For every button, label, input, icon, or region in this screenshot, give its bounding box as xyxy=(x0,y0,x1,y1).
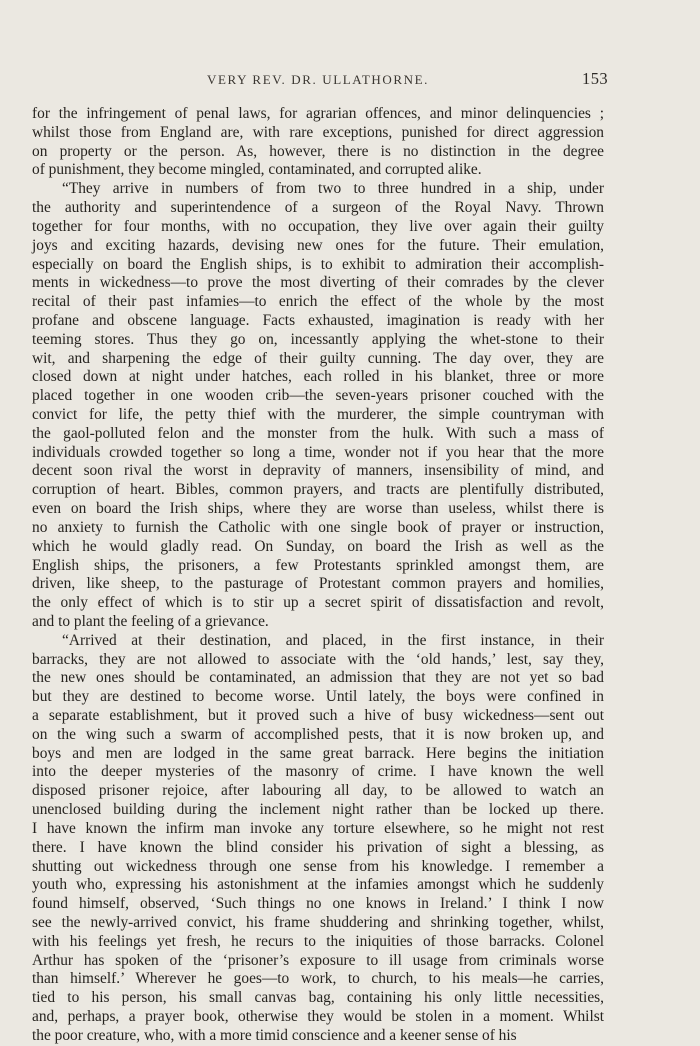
text-line: barracks, they are not allowed to associate with the ‘old hands,’ lest, say they, xyxy=(32,650,604,668)
text-line: English ships, the prisoners, a few Protestants sprinkled amongst them, are xyxy=(32,556,604,574)
text-line: especially on board the English ships, is to exhibit to admiration their accomplish- xyxy=(32,255,604,273)
text-line: whilst those from England are, with rare exceptions, punished for direct aggression xyxy=(32,123,604,141)
text-line: ments in wickedness—to prove the most diverting of their comrades by the clever xyxy=(32,274,604,292)
text-line: and to plant the feeling of a grievance. xyxy=(32,612,269,630)
text-line: together for four months, with no occupation, they live over again their guilty xyxy=(32,217,604,235)
text-line: the new ones should be contaminated, an admission that they are not yet so bad xyxy=(32,669,604,687)
text-line: there. I have known the blind consider his privation of sight a blessing, as xyxy=(32,838,604,856)
text-line: profane and obscene language. Facts exhausted, imagination is ready with her xyxy=(32,311,604,329)
text-line: “Arrived at their destination, and placed, in the first instance, in their xyxy=(62,631,604,649)
text-line: for the infringement of penal laws, for agrarian offences, and minor delinquencies ; xyxy=(32,105,604,122)
text-line: teeming stores. Thus they go on, incessantly applying the whet-stone to their xyxy=(32,330,604,348)
text-line: and, perhaps, a prayer book, otherwise they would be stolen in a moment. Whilst xyxy=(32,1008,604,1025)
text-line: disposed prisoner rejoice, after labouring all day, to be allowed to watch an xyxy=(32,782,604,800)
body-text xyxy=(32,105,604,1046)
text-line: “They arrive in numbers of from two to three hundred in a ship, under xyxy=(62,180,604,198)
text-line: than himself.’ Wherever he goes—to work, to church, to his meals—he carries, xyxy=(32,970,604,988)
text-line: recital of their past infamies—to enrich the effect of the whole by the most xyxy=(32,293,604,311)
text-line: but they are destined to become worse. Until lately, the boys were confined in xyxy=(32,688,604,706)
text-line: corruption of heart. Bibles, common prayers, and tracts are plentifully distributed, xyxy=(32,481,604,499)
text-line: even on board the Irish ships, where they are worse than useless, whilst there is xyxy=(32,500,604,518)
text-line: of punishment, they become mingled, contaminated, and corrupted alike. xyxy=(32,161,482,179)
text-line: unenclosed building during the inclement night rather than be locked up there. xyxy=(32,801,604,819)
text-line: which he would gladly read. On Sunday, on board the Irish as well as the xyxy=(32,537,604,555)
text-line: no anxiety to furnish the Catholic with one single book of prayer or instruction, xyxy=(32,518,604,536)
text-line: found himself, observed, ‘Such things no one knows in Ireland.’ I think I now xyxy=(32,895,604,913)
text-line: the only effect of which is to stir up a secret spirit of dissatisfaction and revolt, xyxy=(32,594,604,612)
text-line: shutting out wickedness through one sense from his knowledge. I remember a xyxy=(32,857,604,875)
text-line: into the deeper mysteries of the masonry of crime. I have known the well xyxy=(32,763,604,781)
paragraph xyxy=(32,105,604,180)
text-line: joys and exciting hazards, devising new ones for the future. Their emulation, xyxy=(32,236,604,254)
text-line: the authority and superintendence of a surgeon of the Royal Navy. Thrown xyxy=(32,199,604,217)
text-line: youth who, expressing his astonishment at the infamies amongst which he suddenly xyxy=(32,876,604,894)
running-title: VERY REV. DR. ULLATHORNE. xyxy=(206,72,429,87)
text-line: I have known the infirm man invoke any torture elsewhere, so he might not rest xyxy=(32,819,604,837)
text-line: tied to his person, his small canvas bag, containing his only little necessities, xyxy=(32,989,604,1007)
page-header xyxy=(28,69,608,92)
text-line: Arthur has spoken of the ‘prisoner’s exposure to ill usage from criminals worse xyxy=(32,951,604,969)
text-line: convict for life, the petty thief with the murderer, the simple countryman with xyxy=(32,406,604,423)
paragraph xyxy=(32,180,604,632)
text-line: placed together in one wooden crib—the seven-years prisoner couched with the xyxy=(32,387,604,405)
text-line: on the wing such a swarm of accomplished pests, that it is now broken up, and xyxy=(32,725,604,743)
text-line: with his feelings yet fresh, he recurs to the iniquities of those barracks. Colonel xyxy=(32,932,604,950)
text-line: closed down at night under hatches, each rolled in his blanket, three or more xyxy=(32,368,604,386)
page-number: 153 xyxy=(582,69,608,88)
text-line: see the newly-arrived convict, his frame shuddering and shrinking together, whilst, xyxy=(32,913,604,931)
text-line: on property or the person. As, however, there is no distinction in the degree xyxy=(32,142,604,160)
text-line: wit, and sharpening the edge of their guilty cunning. The day over, they are xyxy=(32,349,604,367)
text-line: individuals crowded together so long a time, wonder not if you hear that the more xyxy=(32,443,604,461)
text-line: a separate establishment, but it proved such a hive of busy wickedness—sent out xyxy=(32,707,604,724)
text-line: driven, like sheep, to the pasturage of Protestant common prayers and homilies, xyxy=(32,575,604,593)
text-line: the gaol-polluted felon and the monster from the hulk. With such a mass of xyxy=(32,424,604,442)
text-line: the poor creature, who, with a more timid conscience and a keener sense of his xyxy=(32,1026,517,1044)
text-line: decent soon rival the worst in depravity of manners, insensibility of mind, and xyxy=(32,462,604,480)
text-line: boys and men are lodged in the same great barrack. Here begins the initiation xyxy=(32,744,604,762)
